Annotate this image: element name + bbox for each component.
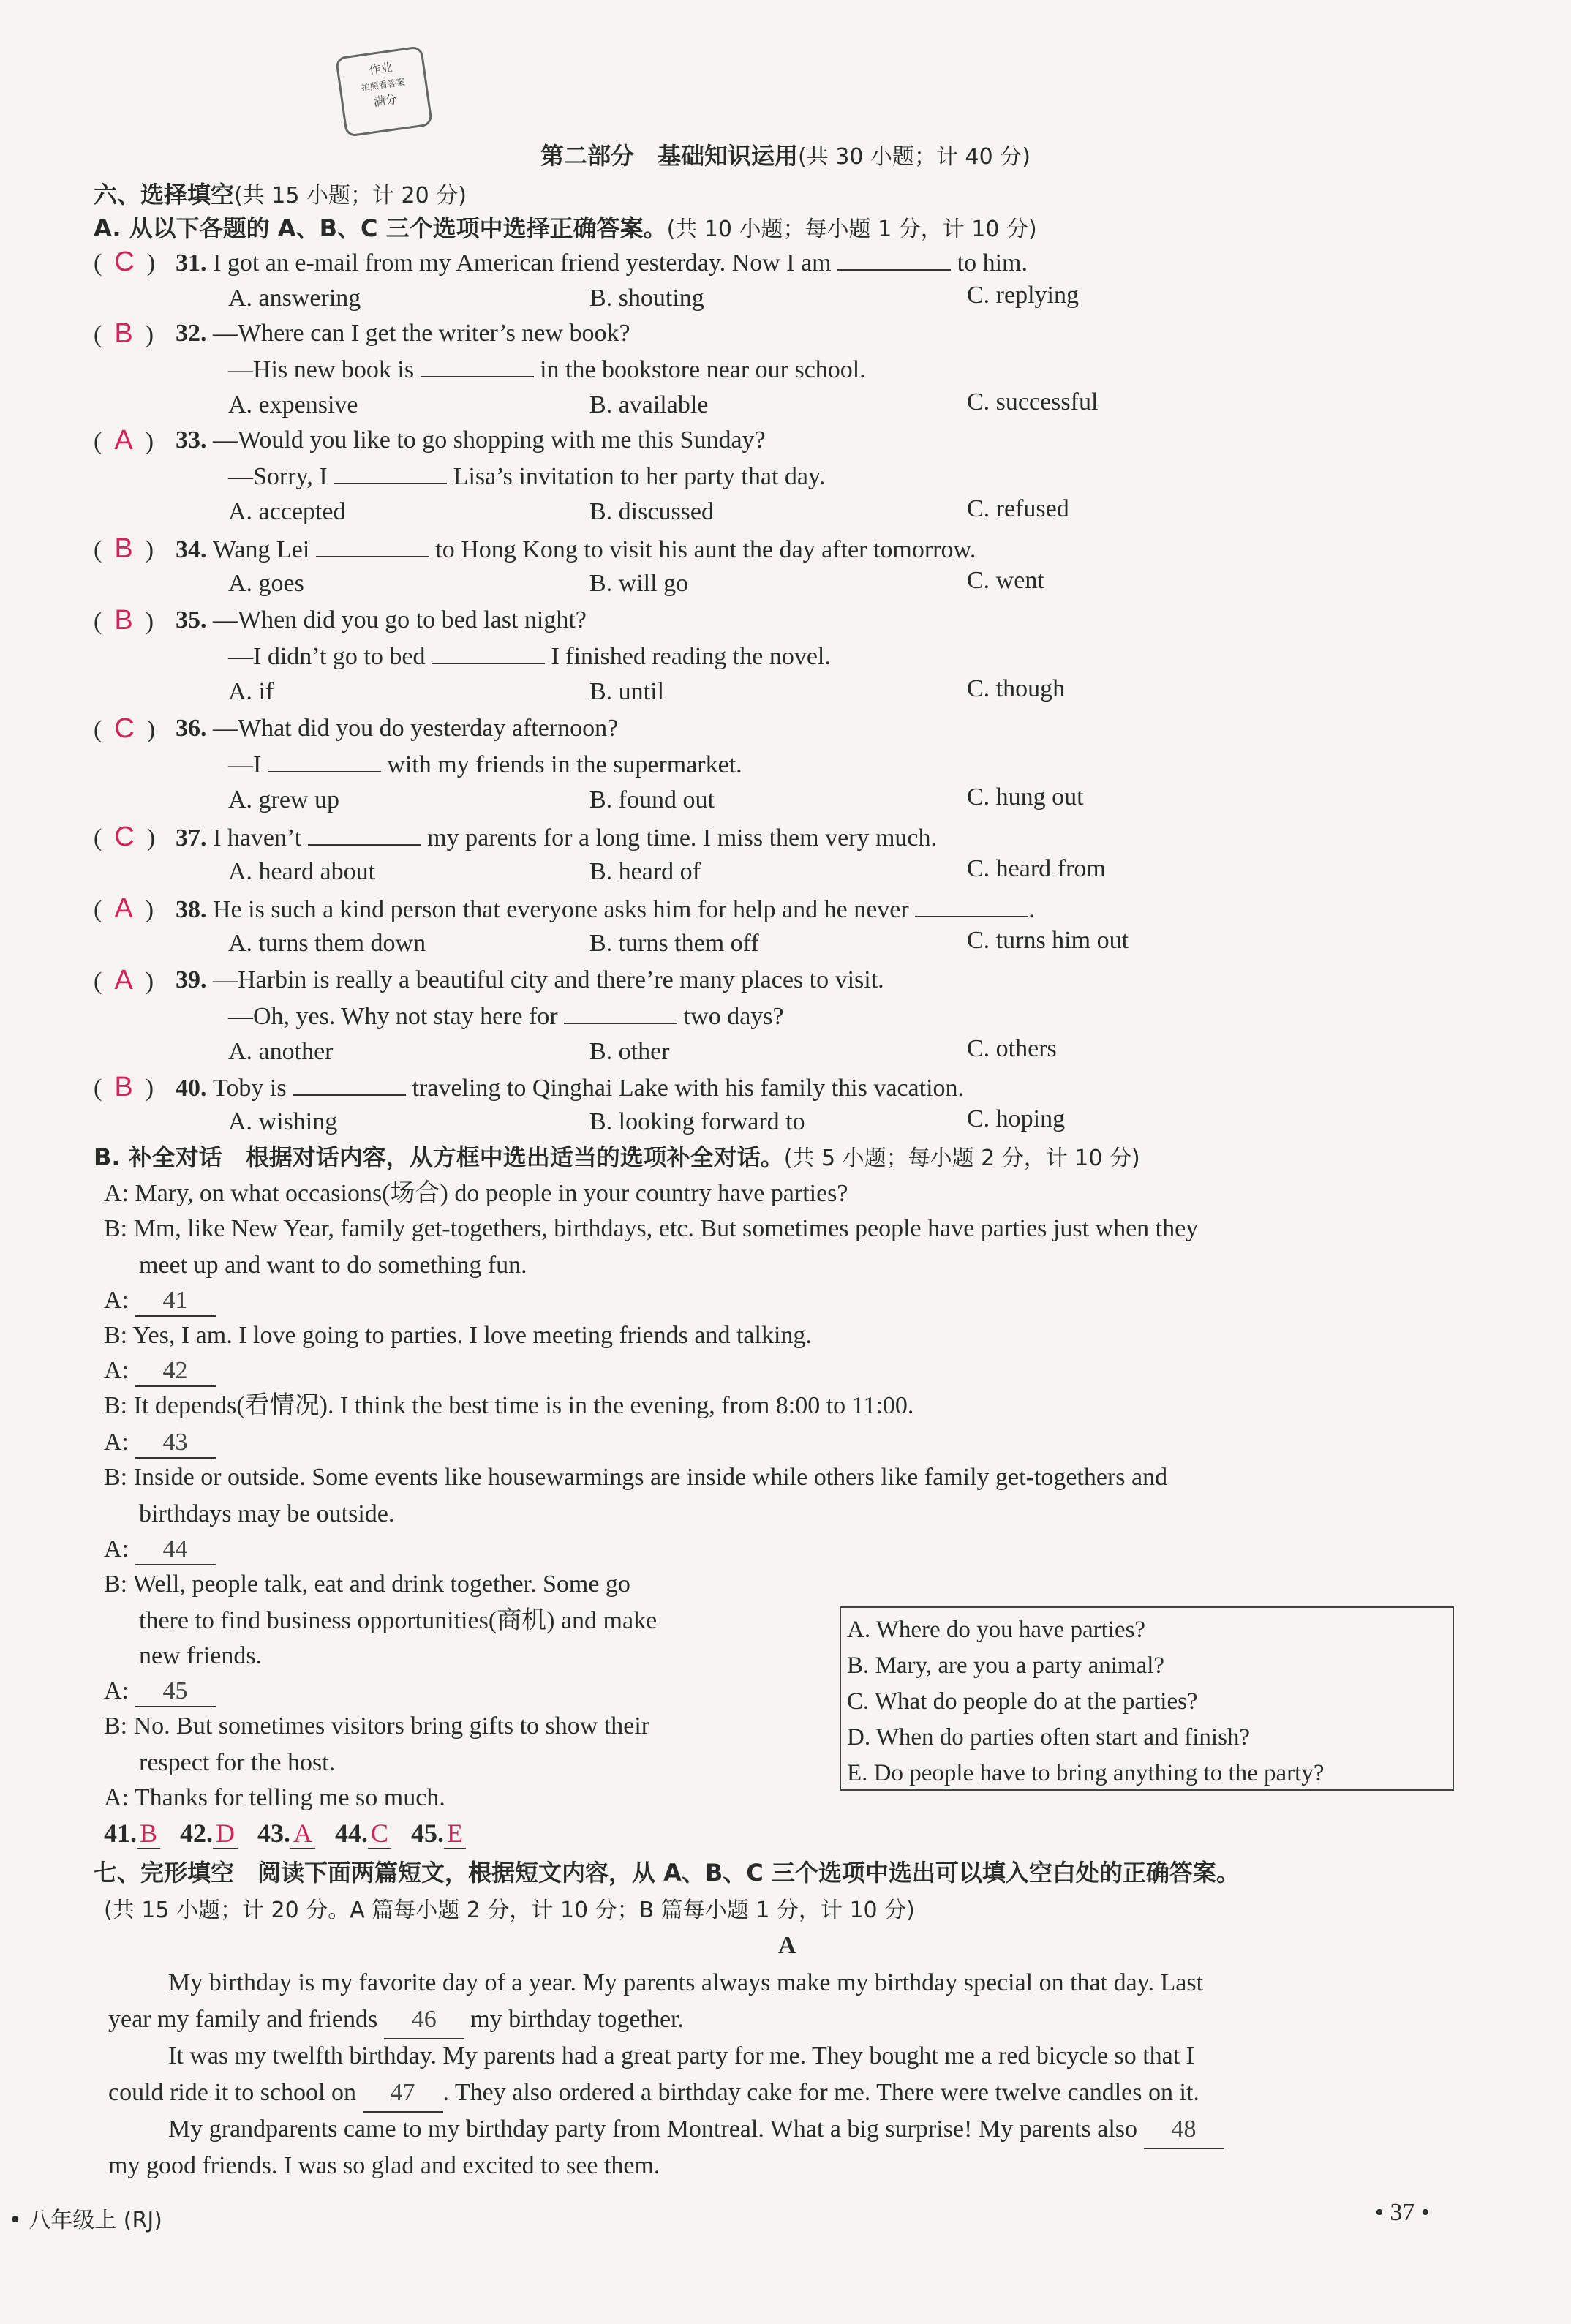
option-c: C. went (967, 567, 1044, 594)
question-text: I got an e-mail from my American friend yesterday. Now I am (213, 249, 832, 277)
answer-blank (564, 1001, 677, 1024)
question-33 (176, 426, 766, 455)
question-34 (176, 534, 976, 565)
homework-stamp-logo (335, 45, 433, 138)
question-text: traveling to Qinghai Lake with his family this vacation. (412, 1075, 965, 1102)
question-text: . (1028, 896, 1035, 923)
stamp-line: 作业 (368, 60, 393, 78)
answer-bracket: ( B ) (94, 605, 154, 636)
question-text: with my friends in the supermarket. (387, 751, 742, 778)
dialog-line: respect for the host. (139, 1749, 336, 1776)
speaker-label: A: (104, 1677, 129, 1704)
question-answer: B (114, 605, 133, 636)
dialog-blank-line (104, 1286, 216, 1317)
question-text: my parents for a long time. I miss them very much. (427, 824, 938, 851)
dialog-line: A: Mary, on what occasions(场合) do people in your country have parties? (104, 1180, 848, 1207)
answer-bracket: ( B ) (94, 533, 154, 564)
option-b: B. other (589, 1038, 670, 1065)
option-c: C. turns him out (967, 927, 1129, 954)
answer-bracket: ( C ) (94, 713, 156, 744)
question-text: —Would you like to go shopping with me this Sunday? (213, 426, 766, 454)
option-c: C. successful (967, 388, 1099, 415)
question-32-line2 (228, 354, 866, 385)
dialog-answer-key (104, 1819, 466, 1848)
answer-bracket: ( C ) (94, 821, 156, 852)
question-text: —What did you do yesterday afternoon? (213, 715, 619, 742)
question-text: —Oh, yes. Why not stay here for (228, 1003, 558, 1030)
question-answer: C (114, 247, 135, 277)
question-35-line2 (228, 641, 831, 672)
answer-bracket: ( A ) (94, 893, 154, 924)
option-b: B. looking forward to (589, 1108, 805, 1135)
page-number: • 37 • (1375, 2199, 1430, 2226)
section6a-heading (94, 214, 1037, 244)
option-c: C. though (967, 675, 1066, 702)
section6-heading (94, 180, 467, 211)
question-37 (176, 822, 937, 853)
answer-key-value: E (444, 1819, 466, 1849)
answer-bracket: ( B ) (94, 1072, 154, 1102)
option-a: A. grew up (228, 786, 340, 813)
answer-key-number: 44. (335, 1819, 369, 1848)
question-answer: A (114, 965, 133, 996)
option-c: C. heard from (967, 855, 1106, 882)
answer-bracket: ( B ) (94, 318, 154, 349)
question-text: two days? (683, 1003, 784, 1030)
question-number: 38. (176, 896, 207, 923)
answer-key-number: 45. (411, 1819, 445, 1848)
option-b: B. will go (589, 570, 689, 597)
stamp-line: 拍照看答案 (361, 76, 406, 94)
dialog-blank-line (104, 1428, 216, 1459)
speaker-label: A: (104, 1287, 129, 1314)
box-option: E. Do people have to bring anything to the party? (847, 1760, 1325, 1786)
option-a: A. accepted (228, 498, 346, 525)
question-text: —Harbin is really a beautiful city and there’re many places to visit. (213, 966, 884, 993)
option-c: C. hoping (967, 1105, 1066, 1132)
section6-title: 六、选择填空 (94, 181, 235, 208)
answer-blank (268, 749, 381, 772)
option-a: A. answering (228, 285, 361, 312)
question-33-line2 (228, 461, 825, 492)
speaker-label: A: (104, 1429, 129, 1456)
question-text: to Hong Kong to visit his aunt the day after tomorrow. (435, 536, 976, 563)
passage-line (168, 2111, 1224, 2149)
question-text: —I (228, 751, 262, 778)
option-b: B. shouting (589, 285, 704, 312)
dialog-line: birthdays may be outside. (139, 1500, 395, 1527)
dialog-blank: 44 (135, 1535, 216, 1565)
question-number: 39. (176, 966, 207, 993)
question-answer: A (114, 425, 133, 456)
passage-line (108, 2001, 684, 2039)
part-title (0, 138, 1571, 171)
section6b-heading (94, 1143, 1140, 1173)
options-box (840, 1606, 1454, 1791)
passage-text: could ride it to school on (108, 2079, 357, 2106)
answer-bracket: ( A ) (94, 965, 154, 996)
question-answer: A (114, 893, 133, 924)
passage-text: . They also ordered a birthday cake for me. There were twelve candles on it. (442, 2079, 1199, 2106)
box-option: C. What do people do at the parties? (847, 1688, 1198, 1715)
dialog-blank-line (104, 1677, 216, 1707)
passage-text: My birthday is my favorite day of a year. My parents always make my birthday special on that day. Last (168, 1969, 1204, 1996)
question-text: to him. (957, 249, 1028, 277)
answer-blank (293, 1072, 406, 1096)
speaker-label: A: (104, 1535, 129, 1563)
question-number: 33. (176, 426, 207, 454)
answer-blank (334, 461, 447, 484)
question-answer: C (114, 713, 135, 744)
dialog-blank: 45 (135, 1677, 216, 1707)
question-text: —When did you go to bed last night? (213, 606, 587, 633)
question-number: 37. (176, 824, 207, 851)
passage-label: A (778, 1932, 796, 1959)
question-answer: B (114, 1072, 133, 1102)
option-c: C. refused (967, 495, 1069, 522)
dialog-blank: 43 (135, 1428, 216, 1459)
question-text: —I didn’t go to bed (228, 643, 426, 670)
option-a: A. heard about (228, 858, 376, 885)
option-b: B. turns them off (589, 930, 759, 957)
option-a: A. if (228, 678, 274, 705)
question-text: —His new book is (228, 356, 415, 383)
option-b: B. found out (589, 786, 715, 813)
question-text: Wang Lei (213, 536, 310, 563)
question-text: —Sorry, I (228, 463, 328, 490)
answer-key-value: D (213, 1819, 238, 1849)
option-a: A. wishing (228, 1108, 338, 1135)
answer-key-value: C (368, 1819, 391, 1849)
cloze-blank: 47 (363, 2075, 443, 2113)
option-c: C. replying (967, 282, 1079, 309)
passage-text: It was my twelfth birthday. My parents had a great party for me. They bought me a red bicycle so that I (168, 2042, 1195, 2069)
passage-text: My grandparents came to my birthday party from Montreal. What a big surprise! My parents also (168, 2116, 1138, 2143)
question-39 (176, 966, 884, 995)
answer-bracket: ( C ) (94, 247, 156, 277)
dialog-blank: 42 (135, 1356, 216, 1387)
answer-key-number: 43. (257, 1819, 291, 1848)
question-32 (176, 319, 630, 348)
dialog-line: B: No. But sometimes visitors bring gifts to show their (104, 1712, 650, 1740)
dialog-line: B: Mm, like New Year, family get-togethers, birthdays, etc. But sometimes people have parties just when they (104, 1215, 1199, 1242)
question-38 (176, 894, 1035, 925)
question-number: 31. (176, 249, 207, 277)
option-a: A. expensive (228, 391, 358, 418)
section6b-title: B. 补全对话 根据对话内容，从方框中选出适当的选项补全对话。 (94, 1143, 784, 1171)
passage-text: year my family and friends (108, 2006, 378, 2033)
question-31 (176, 247, 1028, 278)
passage-text: my good friends. I was so glad and excited to see them. (108, 2152, 660, 2179)
answer-key-value: A (290, 1819, 315, 1849)
section6-note: (共 15 小题；计 20 分) (234, 183, 467, 208)
question-number: 34. (176, 536, 207, 563)
stamp-line: 满分 (372, 91, 398, 110)
section6b-note: (共 5 小题；每小题 2 分，计 10 分) (783, 1146, 1140, 1171)
question-36-line2 (228, 749, 742, 780)
question-text: —Where can I get the writer’s new book? (213, 320, 630, 347)
dialog-line: B: Well, people talk, eat and drink together. Some go (104, 1571, 630, 1598)
cloze-blank: 48 (1144, 2111, 1224, 2149)
dialog-line: new friends. (139, 1642, 263, 1669)
question-39-line2 (228, 1001, 784, 1031)
question-35 (176, 606, 587, 635)
section6a-title: A. 从以下各题的 A、B、C 三个选项中选择正确答案。 (94, 214, 667, 242)
answer-blank (837, 247, 951, 271)
option-b: B. heard of (589, 858, 701, 885)
dialog-blank-line (104, 1535, 216, 1565)
dialog-line: A: Thanks for telling me so much. (104, 1784, 445, 1811)
option-c: C. hung out (967, 783, 1084, 811)
dialog-line: B: It depends(看情况). I think the best time is in the evening, from 8:00 to 11:00. (104, 1392, 914, 1419)
footer-grade-label: • 八年级上 (RJ) (9, 2208, 162, 2233)
option-a: A. turns them down (228, 930, 426, 957)
question-text: Lisa’s invitation to her party that day. (453, 463, 826, 490)
answer-key-number: 41. (104, 1819, 137, 1848)
dialog-blank-line (104, 1356, 216, 1387)
question-number: 35. (176, 606, 207, 633)
box-option: D. When do parties often start and finish? (847, 1724, 1251, 1750)
question-text: I finished reading the novel. (551, 643, 831, 670)
question-text: Toby is (213, 1075, 287, 1102)
part-title-sub: (共 30 小题；计 40 分) (798, 144, 1031, 170)
question-36 (176, 714, 618, 743)
option-a: A. another (228, 1038, 334, 1065)
section7-note: (共 15 小题；计 20 分。A 篇每小题 2 分，计 10 分；B 篇每小题 1 分，计 10 分) (104, 1898, 915, 1923)
question-text: He is such a kind person that everyone asks him for help and he never (213, 896, 909, 923)
question-text: in the bookstore near our school. (540, 356, 866, 383)
answer-key-number: 42. (180, 1819, 214, 1848)
cloze-blank: 46 (384, 2001, 464, 2039)
question-text: I haven’t (213, 824, 302, 851)
question-answer: B (114, 533, 133, 564)
answer-blank (915, 894, 1028, 917)
part-title-main: 第二部分 基础知识运用 (540, 142, 799, 170)
passage-text: my birthday together. (470, 2006, 684, 2033)
question-40 (176, 1072, 964, 1103)
dialog-blank: 41 (135, 1286, 216, 1317)
section6a-note: (共 10 小题；每小题 1 分，计 10 分) (666, 217, 1037, 242)
speaker-label: A: (104, 1357, 129, 1384)
option-b: B. available (589, 391, 709, 418)
question-answer: B (114, 318, 133, 349)
option-b: B. until (589, 678, 665, 705)
box-option: A. Where do you have parties? (847, 1617, 1146, 1643)
section7-title: 七、完形填空 阅读下面两篇短文，根据短文内容，从 A、B、C 三个选项中选出可以填入空白处的正确答案。 (94, 1859, 1240, 1887)
answer-blank (308, 822, 421, 846)
answer-blank (432, 641, 545, 664)
answer-blank (421, 354, 534, 377)
answer-blank (316, 534, 429, 557)
option-a: A. goes (228, 570, 304, 597)
option-b: B. discussed (589, 498, 714, 525)
dialog-line: B: Yes, I am. I love going to parties. I love meeting friends and talking. (104, 1322, 812, 1349)
answer-key-value: B (137, 1819, 160, 1849)
question-number: 36. (176, 715, 207, 742)
dialog-line: B: Inside or outside. Some events like housewarmings are inside while others like family get-togethers and (104, 1464, 1168, 1491)
question-number: 40. (176, 1075, 207, 1102)
box-option: B. Mary, are you a party animal? (847, 1652, 1165, 1679)
passage-line (108, 2075, 1199, 2113)
answer-bracket: ( A ) (94, 425, 154, 456)
question-number: 32. (176, 320, 207, 347)
option-c: C. others (967, 1035, 1057, 1062)
question-answer: C (114, 821, 135, 852)
dialog-line: meet up and want to do something fun. (139, 1252, 527, 1279)
dialog-line: there to find business opportunities(商机) and make (139, 1607, 658, 1634)
